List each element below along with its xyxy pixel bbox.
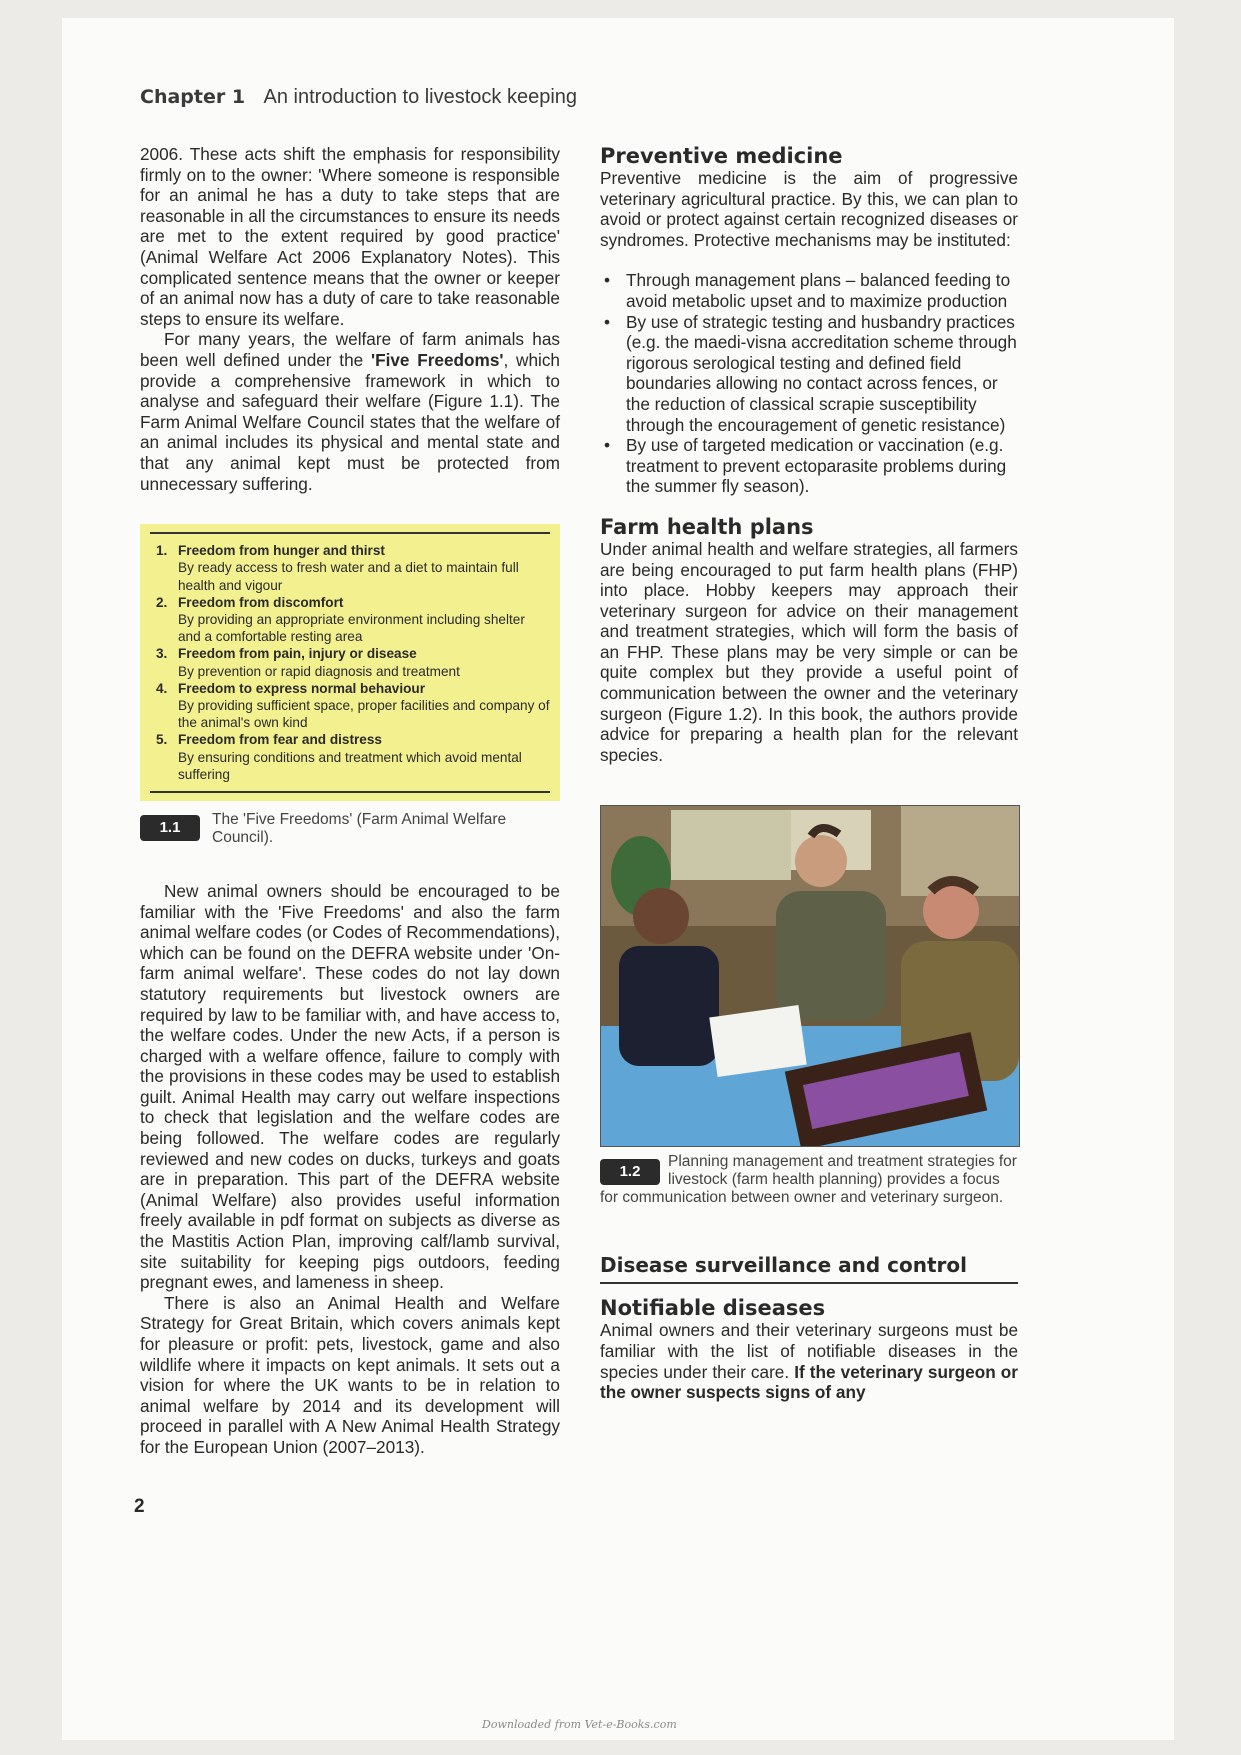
- list-item: 1. Freedom from hunger and thirst By ready access to fresh water and a diet to maintain full health and vigour: [156, 543, 519, 593]
- bullet-list: [600, 270, 1018, 497]
- paragraph: New animal owners should be encouraged to be familiar with the 'Five Freedoms' and also the farm animal welfare codes (or Codes of Recommendations), which can be found on the DEFRA website under 'On-farm animal welfare'. These codes do not lay down statutory requirements but livestock owners are required by law to be familiar with, and have access to, the welfare codes. Under the new Acts, if a person is charged with a welfare offence, failure to comply with the provisions in these codes may be used to establish guilt. Animal Health may carry out welfare inspections to check that legislation and the welfare codes are being followed. The welfare codes are regularly reviewed and new codes on ducks, turkeys and goats are in preparation. This part of the DEFRA website (Animal Welfare) also provides useful information freely available in pdf format on subjects as diverse as the Mastitis Action Plan, improving calf/lamb survival, site suitability for keeping pigs outdoors, feeding pregnant ewes, and lameness in sheep.: [140, 880, 560, 1293]
- freedoms-list: [150, 542, 550, 783]
- chapter-title: An introduction to livestock keeping: [263, 86, 578, 108]
- heading-farm-health-plans: Farm health plans: [600, 514, 814, 539]
- figure-caption: [600, 1153, 1018, 1207]
- heading-notifiable-diseases: Notifiable diseases: [600, 1296, 826, 1321]
- caption-text: The 'Five Freedoms' (Farm Animal Welfare Council).: [212, 810, 507, 846]
- chapter-label: Chapter 1: [140, 86, 246, 108]
- list-item: • By use of targeted medication or vaccination (e.g. treatment to prevent ectoparasite problems during the summer fly season).: [600, 435, 1018, 497]
- footer-watermark: Downloaded from Vet-e-Books.com: [482, 1718, 677, 1731]
- five-freedoms-term: 'Five Freedoms': [370, 349, 504, 370]
- paragraph: Preventive medicine is the aim of progressive veterinary agricultural practice. By this, we can plan to avoid or protect against certain recognized diseases or syndromes. Protective mechanisms may be instituted:: [600, 168, 1018, 250]
- figure-label: 1.2: [600, 1159, 660, 1185]
- list-item: 2. Freedom from discomfort By providing an appropriate environment including shelter and a comfortable resting area: [156, 594, 525, 645]
- heading-preventive-medicine: Preventive medicine: [600, 144, 843, 168]
- list-item: 4. Freedom to express normal behaviour By providing sufficient space, proper facilities and company of the animal's own kind: [156, 680, 550, 731]
- list-item: 3. Freedom from pain, injury or disease By prevention or rapid diagnosis and treatment: [156, 646, 460, 679]
- paragraph: There is also an Animal Health and Welfare Strategy for Great Britain, which covers animals kept for pleasure or profit: pets, livestock, game and also wildlife where it impacts on kept animals. It sets out a vision for where the UK wants to be in relation to animal welfare by 2014 and its development will proceed in parallel with A New Animal Health Strategy for the European Union (2007–2013).: [140, 1292, 560, 1457]
- farm-planning-photo: [600, 805, 1020, 1147]
- paragraph: Animal owners and their veterinary surgeons must be familiar with the list of notifiable diseases in the species under their care. If the veterinary surgeon or the owner suspects signs of any: [600, 1320, 1018, 1403]
- paragraph: 2006. These acts shift the emphasis for responsibility firmly on to the owner: 'Where someone is responsible for an animal he has a duty to take steps that are reasonable in all the circumstances to ensure its needs are met to the extent required by good practice' (Animal Welfare Act 2006 Explanatory Notes). This complicated sentence means that the owner or keeper of an animal now has a duty of care to take reasonable steps to ensure its welfare.: [140, 144, 560, 329]
- paragraph: Under animal health and welfare strategies, all farmers are being encouraged to put farm health plans (FHP) into place. Hobby keepers may approach their veterinary surgeon for advice on their management and treatment strategies, which will form the basis of an FHP. These plans may be very simple or can be quite complex but they provide a useful point of communication between the owner and the veterinary surgeon (Figure 1.2). In this book, the authors provide advice for preparing a health plan for the relevant species.: [600, 538, 1018, 765]
- list-item: 5. Freedom from fear and distress By ensuring conditions and treatment which avoid mental suffering: [156, 732, 522, 782]
- page-number: 2: [134, 1496, 145, 1517]
- list-item: • By use of strategic testing and husbandry practices (e.g. the maedi-visna accreditation scheme through rigorous serological testing and defined field boundaries allowing no contact across fences, or the reduction of classical scrapie susceptibility through the encouragement of genetic resistance): [600, 312, 1018, 436]
- paragraph: For many years, the welfare of farm animals has been well defined under the 'Five Freedoms', which provide a comprehensive framework in which to analyse and safeguard their welfare (Figure 1.1). The Farm Animal Welfare Council states that the welfare of an animal includes its physical and mental state and that any animal kept must be protected from unnecessary suffering.: [140, 329, 560, 494]
- page: [62, 18, 1174, 1740]
- figure-caption: [140, 811, 560, 847]
- list-item: • Through management plans – balanced feeding to avoid metabolic upset and to maximize production: [600, 270, 1018, 311]
- heading-disease-surveillance: Disease surveillance and control: [600, 1253, 1018, 1284]
- left-column: [140, 144, 560, 1458]
- five-freedoms-box: [140, 524, 560, 801]
- photo-image: [601, 806, 1019, 1146]
- right-column: [600, 144, 1018, 1403]
- caption-text: Planning management and treatment strategies for livestock (farm health planning) provides a focus for communication between owner and veterinary surgeon.: [600, 1153, 1017, 1207]
- running-head: [140, 86, 577, 109]
- figure-label: 1.1: [140, 815, 200, 841]
